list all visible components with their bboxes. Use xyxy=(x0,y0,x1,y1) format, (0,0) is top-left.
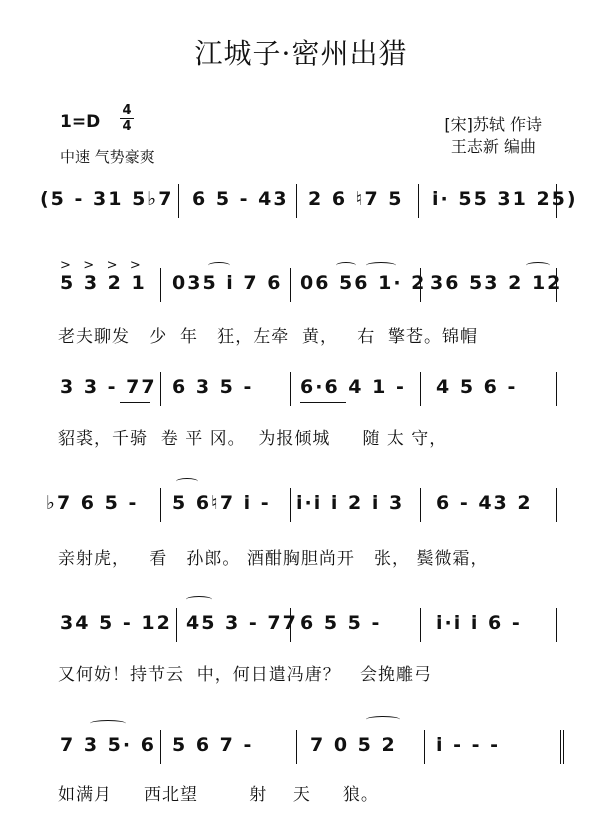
notation-row-6 xyxy=(0,734,602,764)
time-signature xyxy=(118,103,136,134)
measure: 06 56 1· 2 xyxy=(300,272,427,294)
measure: 6·6 4 1 - xyxy=(300,376,406,398)
lyrics-row-2: 老夫聊发 少 年 狂，左牵 黄， 右 擎苍。锦帽 xyxy=(58,327,479,347)
lyrics-row-3: 貂裘，千骑 卷 平 冈。 为报倾城 随 太 守， xyxy=(58,429,448,449)
time-signature-top: 4 xyxy=(122,103,132,118)
key-signature: 1=D xyxy=(60,112,101,132)
slur xyxy=(526,262,550,269)
barline xyxy=(420,608,421,642)
barline xyxy=(556,268,557,302)
note-underline xyxy=(120,402,150,403)
composer-credit: 王志新 编曲 xyxy=(450,137,536,156)
time-signature-bottom: 4 xyxy=(122,119,132,134)
barline xyxy=(160,488,161,522)
measure: i·i i 2 i 3 xyxy=(296,492,405,514)
measure: 2 6 ♮7 5 xyxy=(308,188,404,210)
measure: 035 i 7 6 xyxy=(172,272,283,294)
notation-row-2 xyxy=(0,272,602,302)
final-barline xyxy=(560,730,564,764)
note-underline xyxy=(300,402,346,403)
slur xyxy=(336,262,356,269)
measure: 4 5 6 - xyxy=(436,376,518,398)
barline xyxy=(290,608,291,642)
measure: 6 3 5 - xyxy=(172,376,254,398)
barline xyxy=(420,372,421,406)
barline xyxy=(290,488,291,522)
tempo-marking: 中速 气势豪爽 xyxy=(60,148,155,166)
slur xyxy=(366,262,396,269)
measure: 7 3 5· 6 xyxy=(60,734,156,756)
barline xyxy=(290,268,291,302)
notation-row-1 xyxy=(0,188,602,218)
slur xyxy=(366,716,400,723)
lyrics-row-4: 亲射虎， 看 孙郎。 酒酣胸胆尚开 张， 鬓微霜， xyxy=(58,549,489,569)
measure: i· 55 31 25) xyxy=(432,188,578,210)
measure: i·i i 6 - xyxy=(436,612,522,634)
lyrics-row-6: 如满月 西北望 射 天 狼。 xyxy=(58,785,379,805)
barline xyxy=(556,372,557,406)
slur xyxy=(186,596,212,603)
measure: i - - - xyxy=(436,734,501,756)
measure: 6 - 43 2 xyxy=(436,492,533,514)
accent-marks: > > > > xyxy=(60,258,141,273)
barline xyxy=(160,268,161,302)
song-title: 江城子·密州出猎 xyxy=(194,37,408,70)
barline xyxy=(556,184,557,218)
measure: 5 6♮7 i - xyxy=(172,492,271,514)
measure: 45 3 - 77 xyxy=(186,612,298,634)
measure: 5 3 2 1 xyxy=(60,272,147,294)
barline xyxy=(418,184,419,218)
lyrics-row-5: 又何妨！持节云 中，何日遣冯唐？ 会挽雕弓 xyxy=(58,665,433,685)
barline xyxy=(424,730,425,764)
notation-row-5 xyxy=(0,612,602,642)
barline xyxy=(160,730,161,764)
barline xyxy=(420,488,421,522)
poet-credit: [宋]苏轼 作诗 xyxy=(444,115,542,134)
measure: 5 6 7 - xyxy=(172,734,254,756)
barline xyxy=(176,608,177,642)
measure: 7 0 5 2 xyxy=(310,734,397,756)
barline xyxy=(556,608,557,642)
barline xyxy=(296,730,297,764)
slur xyxy=(176,478,198,485)
measure: ♭7 6 5 - xyxy=(46,492,139,514)
measure: 6 5 - 43 xyxy=(192,188,289,210)
barline xyxy=(296,184,297,218)
barline xyxy=(160,372,161,406)
barline xyxy=(290,372,291,406)
slur xyxy=(90,720,126,727)
barline xyxy=(178,184,179,218)
measure: 34 5 - 12 xyxy=(60,612,172,634)
barline xyxy=(556,488,557,522)
notation-row-4 xyxy=(0,492,602,522)
measure: 3 3 - 77 xyxy=(60,376,157,398)
slur xyxy=(208,262,230,269)
measure: 6 5 5 - xyxy=(300,612,382,634)
barline xyxy=(420,268,421,302)
measure: (5 - 31 5♭7 xyxy=(40,188,174,210)
measure: 36 53 2 12 xyxy=(430,272,563,294)
